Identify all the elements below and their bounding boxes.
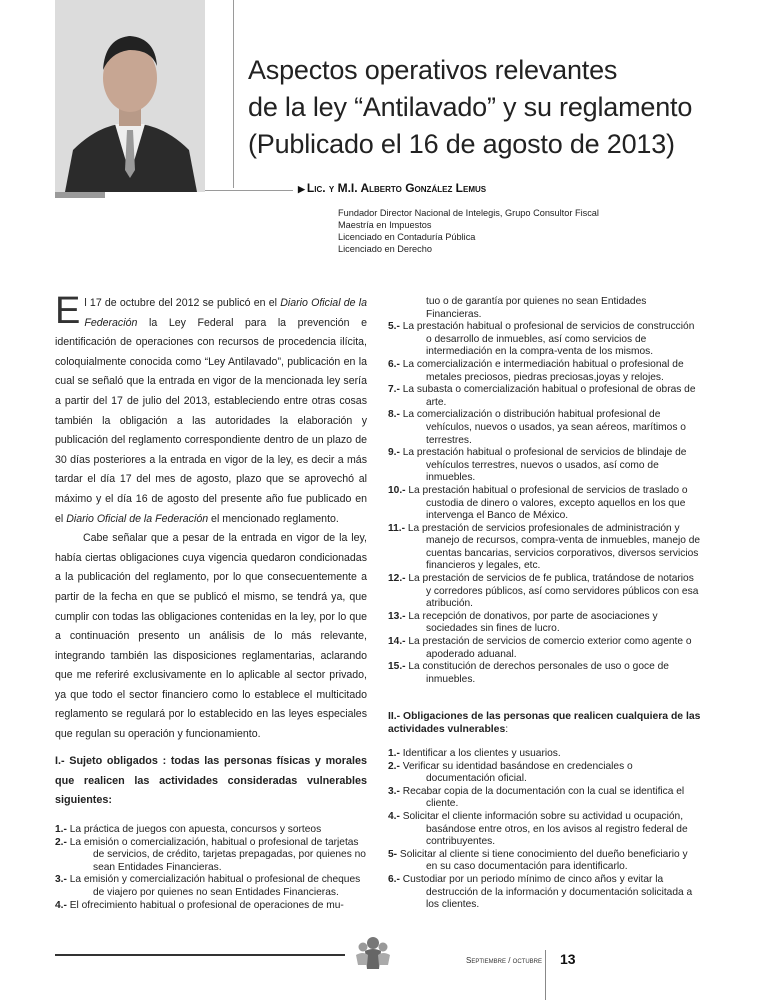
author-credentials (338, 207, 599, 255)
item-number: 6.- (388, 358, 400, 370)
publication-name: Diario Oficial de la Federación (66, 512, 209, 525)
section-2-heading (388, 710, 701, 736)
column-left (55, 290, 367, 745)
list-item (388, 384, 701, 409)
item-number: 2.- (55, 836, 67, 848)
photo-accent-strip (55, 192, 105, 198)
list-item (388, 786, 701, 811)
item-number: 11.- (388, 522, 405, 534)
item-text: La prestación de servicios profesionales de administración y manejo de recursos, compra-venta de inmuebles, manejo de cuentas bancarias, servicios corporativos, diversos servicios financieros y legales, etc. (405, 522, 701, 572)
page-number: 13 (560, 951, 576, 967)
list-item (388, 748, 701, 761)
credential-line: Fundador Director Nacional de Intelegis, Grupo Consultor Fiscal (338, 208, 599, 218)
credential-line: Licenciado en Derecho (338, 244, 432, 254)
item-text: La prestación habitual o profesional de servicios de blindaje de vehículos terrestres, nuevos o usados, así como de inmuebles. (399, 447, 687, 484)
list-item (388, 849, 701, 874)
article-title (248, 52, 748, 163)
item-number: 2.- (388, 760, 400, 772)
list-item (388, 611, 701, 636)
item-text: El ofrecimiento habitual o profesional de operaciones de mu- (66, 899, 344, 911)
item-number: 9.- (388, 447, 400, 459)
item-text: La subasta o comercialización habitual o profesional de obras de arte. (399, 384, 696, 408)
footer-rule (55, 954, 345, 956)
item-number: 6.- (388, 873, 400, 885)
item-number: 7.- (388, 384, 400, 396)
credential-line: Maestría en Impuestos (338, 220, 432, 230)
text-run: la Ley Federal para la prevención e identificación de operaciones con recursos de procedencia ilícita, coloquialmente conocida como “Ley Antilavado”, publicación en la cual se señaló que la entrada en vigor de la mencionada ley sería a partir del 17 de julio del 2013, estableciendo entre otras cosas también la obligación a las autoridades la elaboración y publicación del reglamento correspondiente dentro de un plazo de 30 días posteriores a la entrada en vigor de la ley, es decir a más tardar el día 17 del mes de agosto, plazo que se aprovechó al máximo y el día 16 de agosto del presente año fue publicado en el (55, 316, 367, 525)
list-item (388, 409, 701, 447)
paragraph-intro (55, 290, 367, 529)
text-run: el mencionado reglamento. (208, 512, 339, 525)
list-item (388, 661, 701, 686)
item-number: 4.- (388, 810, 400, 822)
paragraph-second: Cabe señalar que a pesar de la entrada en vigor de la ley, había ciertas obligaciones cuya vigencia quedaron condicionadas a la publicación del reglamento, por lo que consecuentemente a partir de la fecha en que se publicó el mismo, se tendrá ya, que cumplir con todas las obligaciones contenidas en la ley, por lo que a continuación presento un análisis de lo más relevante, integrando también las disposiciones reglamentarias, aclarando que me referiré exclusivamente en lo aplicable al sector privado, ya que todo el sector financiero como lo establece el multicitado reglamento se regulará por lo establecido en las leyes especiales que regulan su operación y funcionamiento. (55, 532, 367, 741)
item-number: 12.- (388, 573, 406, 585)
list-item (388, 321, 701, 359)
list-item (388, 761, 701, 786)
item-number: 5.- (388, 321, 400, 333)
item-text: La emisión o comercialización, habitual o profesional de tarjetas de servicios, de crédito, tarjetas prepagadas, por quienes no sean Entidades Financieras. (66, 836, 366, 873)
publication-name: Diario Oficial de la Federación (84, 297, 367, 329)
list-item-continuation: tuo o de garantía por quienes no sean Entidades Financieras. (426, 296, 647, 320)
item-number: 15.- (388, 661, 406, 673)
item-text: Recabar copia de la documentación con la cual se identifica el cliente. (399, 785, 685, 810)
item-text: La emisión y comercialización habitual o profesional de cheques de viajero por quienes no sean Entidades Financieras. (66, 874, 361, 898)
list-item (388, 447, 701, 485)
item-number: 13.- (388, 610, 406, 622)
item-text: La prestación habitual o profesional de servicios de construcción o desarrollo de inmuebles, así como servicios de intermediación en la compra-venta de los mismos. (399, 321, 695, 358)
list-item (55, 900, 367, 913)
author-name: Lic. y M.I. Alberto González Lemus (306, 181, 487, 195)
item-number: 10.- (388, 484, 406, 496)
header-horizontal-rule (205, 190, 293, 191)
item-text: Solicitar el cliente información sobre su actividad u ocupación, basándose entre otros, en los avisos al registro federal de contribuyentes. (399, 810, 688, 848)
title-line-2: de la ley “Antilavado” y su reglamento (248, 92, 693, 122)
item-text: La constitución de derechos personales de uso o goce de inmuebles. (405, 661, 669, 685)
item-text: La prestación de servicios de fe publica, tratándose de notarios y corredores públicos, así como servidores públicos con esa atribución. (405, 573, 699, 610)
list-item (388, 811, 701, 849)
list-item (55, 874, 367, 899)
item-number: 14.- (388, 636, 406, 648)
title-line-3: (Publicado el 16 de agosto de 2013) (248, 129, 675, 159)
list-item (388, 573, 701, 611)
author-portrait-illustration (55, 0, 205, 192)
section-2-colon: : (505, 724, 509, 735)
title-line-1: Aspectos operativos relevantes (248, 55, 618, 85)
activities-list-part1 (55, 824, 367, 912)
item-text: Identificar a los clientes y usuarios. (399, 748, 561, 759)
section-2-title: II.- Obligaciones de las personas que realicen cualquiera de las actividades vulnerables (388, 711, 701, 735)
header-vertical-rule (233, 0, 234, 188)
item-number: 8.- (388, 409, 400, 421)
publisher-logo-icon (355, 935, 391, 973)
item-number: 1.- (388, 748, 400, 759)
item-number: 3.- (55, 874, 67, 886)
item-number: 4.- (55, 899, 67, 911)
text-run: l 17 de octubre del 2012 se publicó en el (84, 297, 281, 309)
item-text: La prestación de servicios de comercio exterior como agente o apoderado aduanal. (405, 636, 692, 660)
item-text: La comercialización e intermediación habitual o profesional de metales preciosos, piedras preciosas,joyas y relojes. (399, 358, 684, 383)
item-text: Solicitar al cliente si tiene conocimiento del dueño beneficiario y en su caso documentación para identificarlo. (397, 848, 688, 873)
drop-cap: E (55, 290, 81, 332)
author-photo (55, 0, 205, 192)
item-number: 3.- (388, 785, 400, 797)
credential-line: Licenciado en Contaduría Pública (338, 232, 476, 242)
list-item (388, 874, 701, 912)
item-text: La comercialización o distribución habitual profesional de vehículos, nuevos o usados, ya sean aéreos, marítimos o terrestres. (399, 409, 686, 446)
list-item (388, 359, 701, 384)
list-item (388, 636, 701, 661)
list-item (388, 523, 701, 573)
item-text: La prestación habitual o profesional de servicios de traslado o custodia de dinero o valores, excepto aquellos en los que intervenga el Banco de México. (405, 484, 688, 522)
author-byline (298, 181, 486, 195)
column-right (388, 296, 701, 686)
item-number: 5- (388, 848, 398, 860)
list-item (55, 824, 367, 837)
list-item (55, 837, 367, 875)
footer-separator (545, 950, 546, 1000)
item-text: La recepción de donativos, por parte de asociaciones y sociedades sin fines de lucro. (405, 610, 658, 635)
item-text: Verificar su identidad basándose en credenciales o documentación oficial. (399, 760, 633, 785)
section-1-heading: I.- Sujeto obligados : todas las personas físicas y morales que realicen las actividades consideradas vulnerables siguientes: (55, 755, 367, 806)
issue-month: Septiembre / octubre (466, 956, 543, 965)
triangle-right-icon: ▶ (298, 184, 305, 194)
obligations-list (388, 748, 701, 912)
list-item (388, 485, 701, 523)
item-text: La práctica de juegos con apuesta, concursos y sorteos (66, 824, 322, 835)
item-text: Custodiar por un periodo mínimo de cinco años y evitar la destrucción de la información y documentación solicitada a los clientes. (399, 873, 693, 911)
item-number: 1.- (55, 824, 67, 835)
